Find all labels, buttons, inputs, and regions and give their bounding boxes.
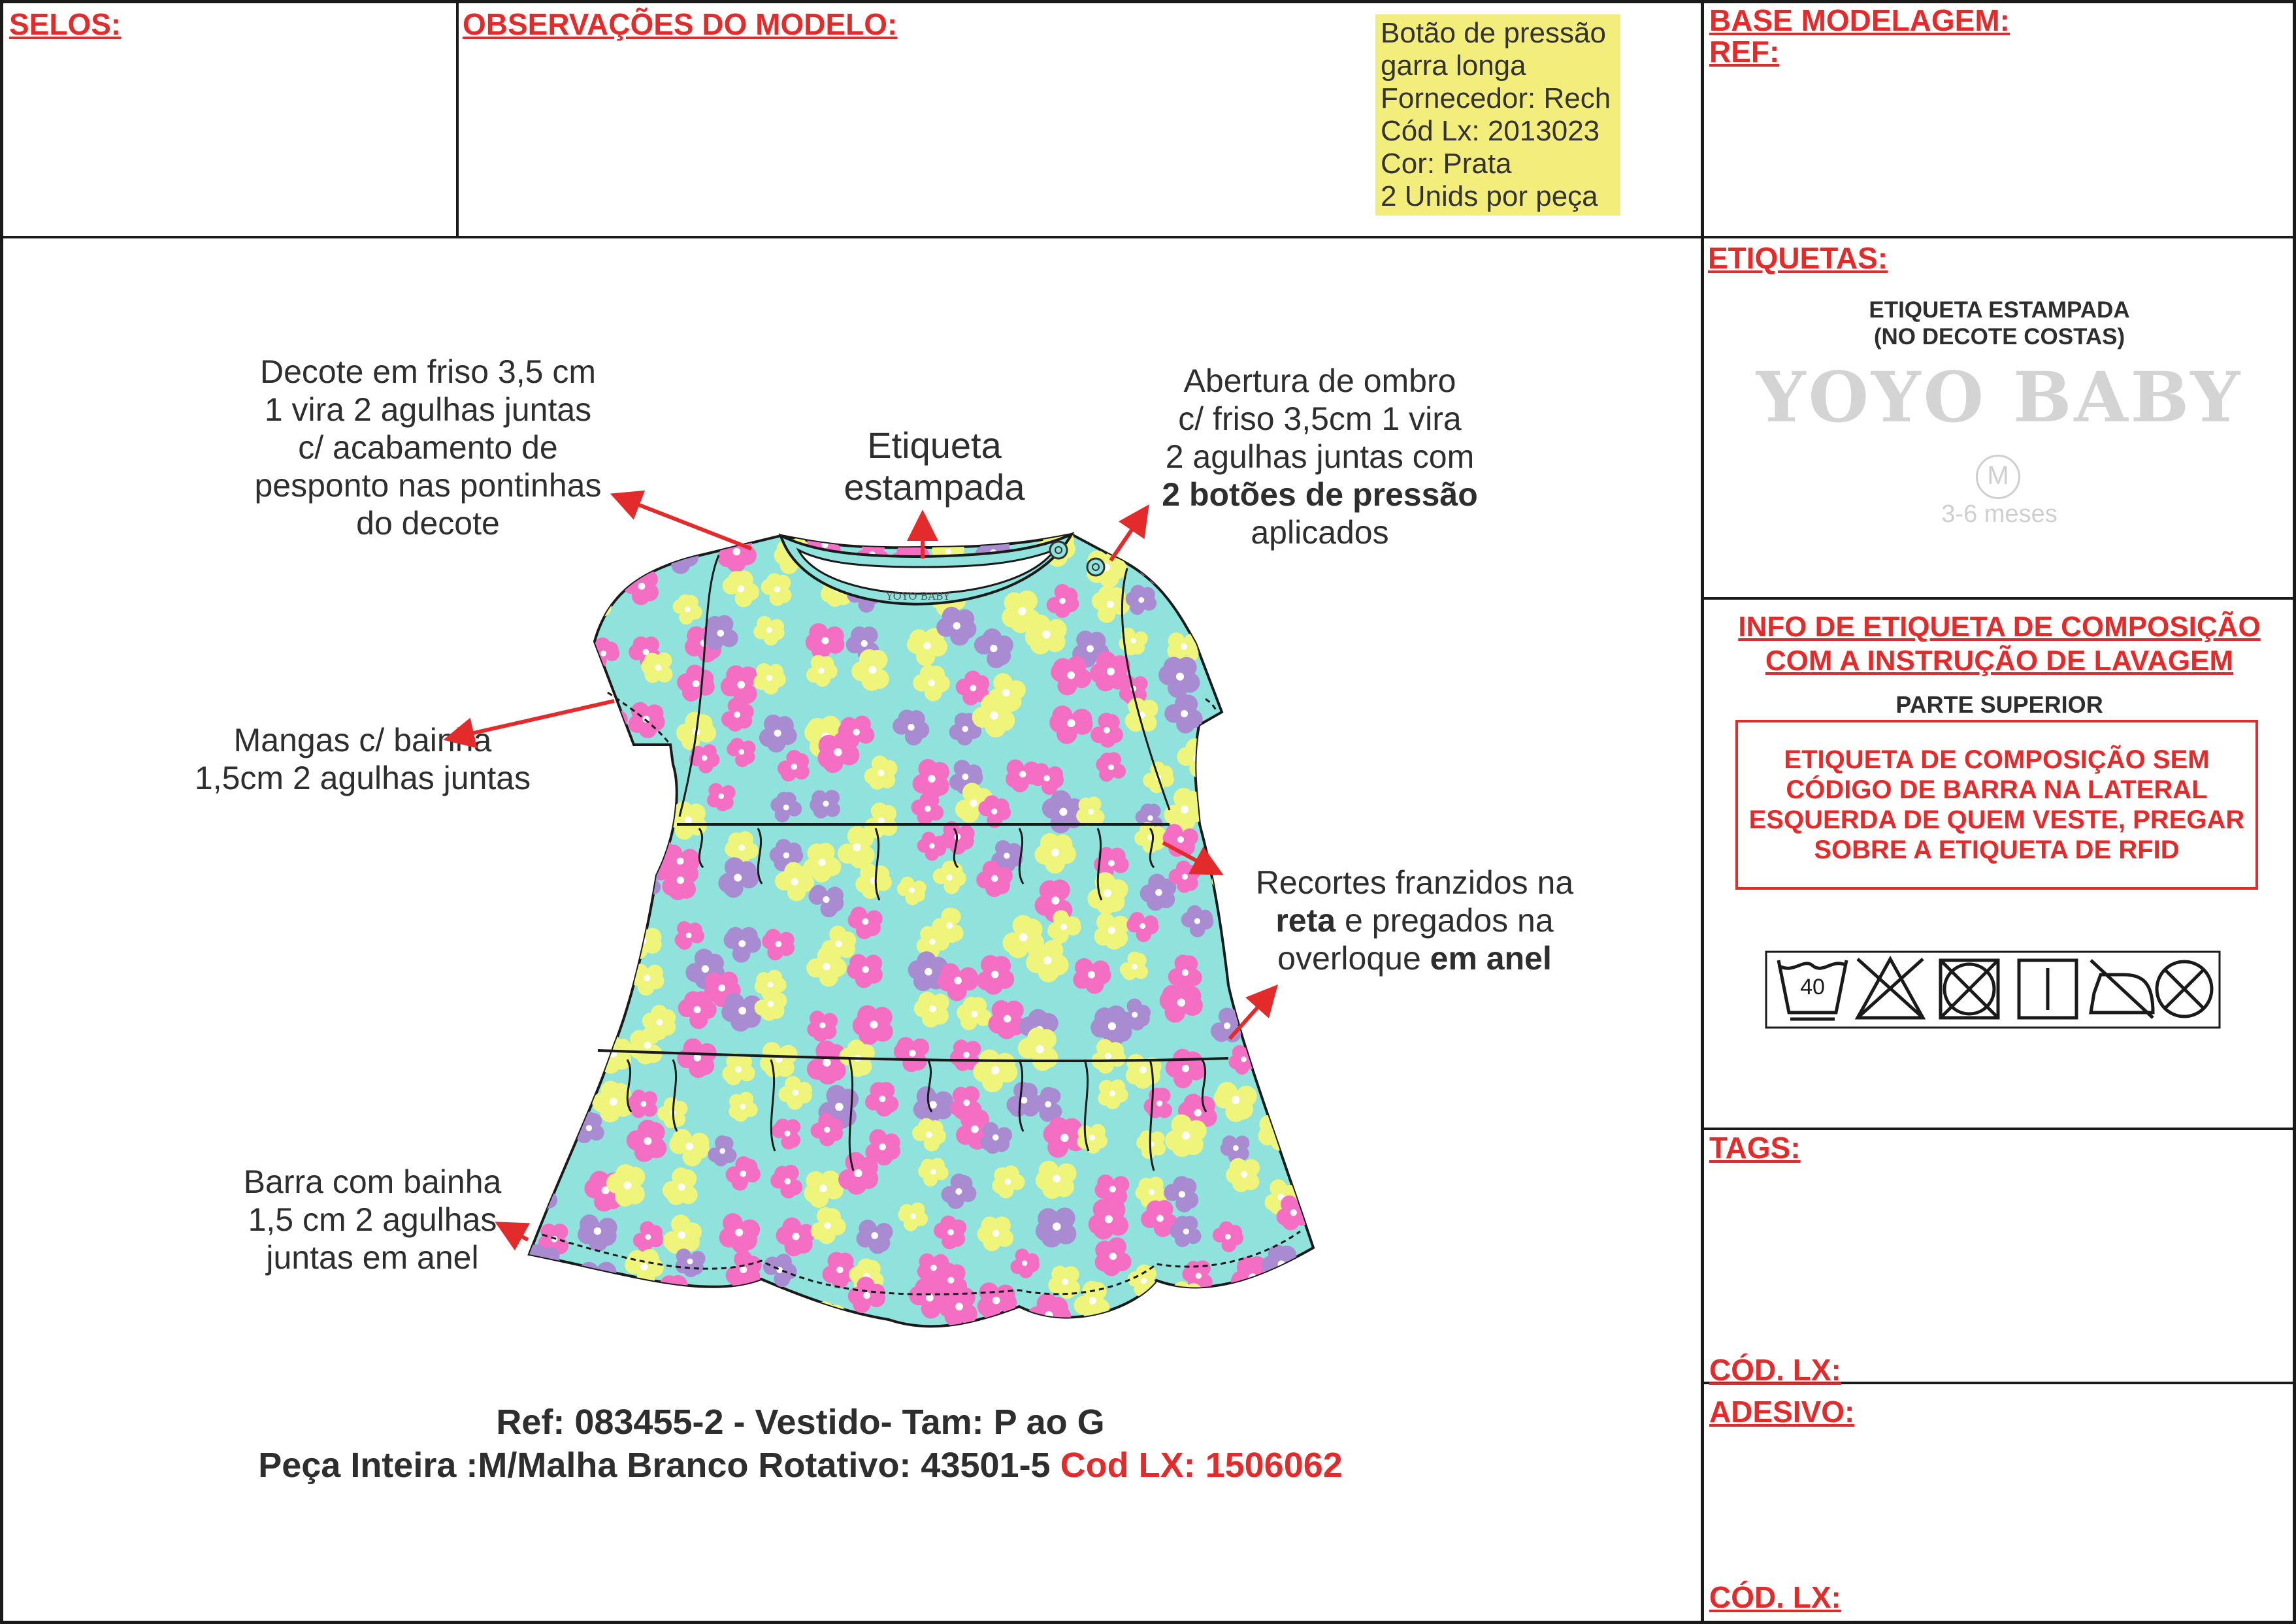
snap-button-icon bbox=[1050, 542, 1067, 559]
footer-cod-lx: Cod LX: 1506062 bbox=[1060, 1446, 1343, 1485]
flower-motif bbox=[1219, 779, 1249, 807]
wash-40-icon bbox=[1779, 960, 1846, 1019]
flower-motif bbox=[1210, 655, 1243, 689]
flower-motif bbox=[1262, 1307, 1293, 1339]
flower-motif bbox=[1323, 1028, 1360, 1064]
flower-motif bbox=[1228, 719, 1256, 749]
flower-motif bbox=[1213, 754, 1256, 794]
note-line: Barra com bainha bbox=[243, 1163, 502, 1200]
note-line: Recortes franzidos na bbox=[1255, 864, 1574, 901]
flower-motif bbox=[527, 1084, 557, 1114]
flower-motif bbox=[1225, 831, 1261, 866]
note-line: pesponto nas pontinhas bbox=[254, 467, 602, 504]
ref-title: REF: bbox=[1709, 35, 1780, 69]
flower-motif bbox=[1025, 615, 1067, 655]
note-text: overloque bbox=[1277, 940, 1430, 977]
flower-motif bbox=[1262, 824, 1296, 860]
flower-motif bbox=[1265, 1085, 1296, 1117]
adesivo-title: ADESIVO: bbox=[1709, 1395, 1855, 1429]
flower-motif bbox=[519, 785, 551, 822]
flower-motif bbox=[1260, 596, 1297, 631]
note-bold: reta bbox=[1275, 902, 1336, 939]
note-line: garra longa bbox=[1381, 50, 1526, 82]
flower-motif bbox=[1314, 1166, 1353, 1203]
flower-motif bbox=[593, 1033, 632, 1073]
composicao-title-2: COM A INSTRUÇÃO DE LAVAGEM bbox=[1765, 645, 2234, 677]
flower-motif bbox=[577, 905, 615, 943]
flower-motif bbox=[705, 1295, 742, 1333]
flower-motif bbox=[662, 863, 698, 900]
no-dry-clean-icon bbox=[2157, 962, 2212, 1016]
flower-motif bbox=[810, 790, 840, 819]
flower-motif bbox=[533, 701, 570, 741]
waist-seam bbox=[677, 824, 1170, 826]
flower-motif bbox=[1260, 918, 1300, 958]
flower-motif bbox=[1275, 869, 1308, 904]
arrow-decote bbox=[617, 496, 751, 549]
note-line: c/ acabamento de bbox=[298, 429, 558, 466]
flower-motif bbox=[1298, 986, 1336, 1024]
flower-motif bbox=[519, 1110, 554, 1147]
note-line: 1,5cm 2 agulhas juntas bbox=[194, 760, 531, 796]
flower-motif bbox=[1180, 579, 1211, 609]
note-line: 1,5 cm 2 agulhas bbox=[248, 1201, 497, 1238]
flower-motif bbox=[1076, 796, 1104, 826]
snap-button-icon bbox=[1087, 559, 1104, 576]
base-modelagem-title: BASE MODELAGEM: bbox=[1709, 3, 2010, 37]
etiqueta-subtitle-2: (NO DECOTE COSTAS) bbox=[1873, 324, 2125, 349]
arrow-barra bbox=[502, 1226, 528, 1240]
flower-motif bbox=[1168, 537, 1200, 566]
flower-motif bbox=[576, 531, 614, 570]
flower-motif bbox=[1261, 984, 1298, 1027]
flower-motif bbox=[631, 542, 661, 570]
flower-motif bbox=[1211, 542, 1240, 571]
flower-motif bbox=[977, 1282, 1017, 1320]
footer-ref: Ref: 083455-2 - Vestido- Tam: P ao G bbox=[496, 1403, 1105, 1442]
flower-motif bbox=[1310, 625, 1353, 666]
flower-motif bbox=[524, 823, 557, 855]
flower-motif bbox=[536, 542, 568, 575]
flower-motif bbox=[1306, 1252, 1345, 1291]
etiquetas-title: ETIQUETAS: bbox=[1708, 241, 1888, 275]
flower-motif bbox=[523, 954, 551, 981]
flower-motif bbox=[1322, 749, 1359, 788]
flower-motif bbox=[523, 1305, 553, 1335]
flower-motif bbox=[575, 578, 615, 619]
no-tumble-dry-icon bbox=[1941, 960, 1998, 1018]
note-line: estampada bbox=[844, 466, 1025, 508]
flower-motif bbox=[1311, 952, 1355, 995]
flower-motif bbox=[1238, 1282, 1267, 1312]
arrow-mangas bbox=[451, 701, 614, 738]
flower-motif bbox=[1264, 760, 1292, 791]
note-line: 2 Unids por peça bbox=[1381, 180, 1598, 212]
note-line: Etiqueta bbox=[867, 425, 1002, 466]
note-bold: 2 botões de pressão bbox=[1162, 476, 1478, 513]
note-line: Fornecedor: Rech bbox=[1381, 82, 1611, 114]
flower-motif bbox=[572, 788, 604, 818]
note-line: juntas em anel bbox=[266, 1239, 479, 1276]
etiqueta-subtitle: ETIQUETA ESTAMPADA bbox=[1869, 297, 2130, 323]
flower-motif bbox=[591, 1291, 622, 1322]
care-symbols bbox=[1766, 952, 2220, 1028]
observacoes-title: OBSERVAÇÕES DO MODELO: bbox=[463, 7, 898, 41]
flower-motif bbox=[1230, 577, 1271, 618]
flower-motif bbox=[1261, 954, 1289, 983]
flower-motif bbox=[641, 653, 672, 683]
note-line: Mangas c/ bainha bbox=[233, 722, 492, 758]
flower-motif bbox=[1305, 929, 1341, 963]
flower-motif bbox=[1323, 1075, 1360, 1113]
flower-motif bbox=[525, 758, 555, 787]
flower-motif bbox=[522, 626, 549, 655]
flower-motif bbox=[577, 886, 614, 924]
selos-title: SELOS: bbox=[9, 7, 122, 41]
note-line: Botão de pressão bbox=[1381, 17, 1606, 49]
note-line: Cód Lx: 2013023 bbox=[1381, 115, 1600, 147]
composicao-box-line: ETIQUETA DE COMPOSIÇÃO SEM bbox=[1784, 745, 2210, 774]
flower-motif bbox=[578, 1262, 619, 1301]
flower-motif bbox=[1257, 787, 1294, 824]
flower-motif bbox=[1258, 662, 1300, 700]
flower-motif bbox=[1307, 882, 1343, 915]
note-line: Abertura de ombro bbox=[1183, 363, 1456, 399]
flower-motif bbox=[1260, 626, 1290, 657]
arrow-abertura bbox=[1111, 511, 1145, 560]
parte-superior-label: PARTE SUPERIOR bbox=[1895, 691, 2103, 718]
composicao-box-line: CÓDIGO DE BARRA NA LATERAL bbox=[1786, 775, 2208, 804]
flower-motif bbox=[522, 917, 558, 954]
label-size: M bbox=[1987, 461, 2009, 490]
flower-motif bbox=[534, 1028, 573, 1067]
no-bleach-icon bbox=[1858, 959, 1923, 1018]
composicao-box-line: ESQUERDA DE QUEM VESTE, PREGAR bbox=[1748, 805, 2245, 834]
note-bold: em anel bbox=[1430, 940, 1552, 977]
flower-motif bbox=[722, 1053, 755, 1085]
note-line: do decote bbox=[356, 505, 500, 542]
flower-motif bbox=[1297, 662, 1333, 699]
flower-motif bbox=[1322, 702, 1358, 739]
flower-motif bbox=[591, 755, 630, 796]
footer-fabric-text: Peça Inteira :M/Malha Branco Rotativo: 43501-5 bbox=[258, 1446, 1060, 1485]
note-line: Decote em friso 3,5 cm bbox=[259, 353, 597, 390]
inner-label: YOYO BABY bbox=[886, 590, 950, 602]
flower-motif bbox=[1307, 1205, 1341, 1242]
flower-motif bbox=[1303, 1135, 1330, 1163]
flower-motif bbox=[1295, 774, 1338, 817]
flower-motif bbox=[583, 815, 625, 856]
flower-motif bbox=[1236, 630, 1265, 659]
label-brand-logo: YOYO BABY bbox=[1756, 356, 2243, 438]
flower-motif bbox=[628, 1090, 657, 1118]
note-line: 1 vira 2 agulhas juntas bbox=[264, 391, 592, 428]
note-line: Cor: Prata bbox=[1381, 148, 1512, 180]
flower-motif bbox=[1089, 1199, 1129, 1239]
flower-motif bbox=[627, 763, 657, 793]
tags-title: TAGS: bbox=[1709, 1131, 1801, 1165]
note-line: aplicados bbox=[1251, 514, 1389, 551]
flower-motif bbox=[1319, 1286, 1349, 1313]
flower-motif bbox=[625, 797, 667, 836]
flower-motif bbox=[523, 1244, 561, 1281]
note-line: c/ friso 3,5cm 1 vira bbox=[1178, 400, 1462, 437]
flower-motif bbox=[521, 591, 558, 628]
flower-motif bbox=[1305, 526, 1341, 561]
label-age: 3-6 meses bbox=[1941, 500, 2058, 528]
flower-motif bbox=[590, 964, 619, 996]
flower-motif bbox=[631, 1286, 666, 1321]
flower-motif bbox=[520, 657, 559, 696]
flower-motif bbox=[632, 868, 661, 898]
flower-motif bbox=[1275, 544, 1309, 577]
flower-motif bbox=[1273, 1028, 1315, 1071]
dress-drawing bbox=[519, 525, 1360, 1342]
flower-motif bbox=[1313, 839, 1351, 877]
flower-motif bbox=[1238, 956, 1264, 986]
wash-temp: 40 bbox=[1800, 975, 1825, 999]
flower-motif bbox=[523, 983, 562, 1024]
note-line: 2 agulhas juntas com bbox=[1165, 438, 1475, 475]
flower-motif bbox=[1230, 901, 1273, 944]
flower-motif bbox=[808, 1301, 845, 1342]
flower-motif bbox=[568, 994, 610, 1033]
flower-motif bbox=[1304, 573, 1342, 610]
line-dry-icon bbox=[2019, 960, 2076, 1018]
adesivo-cod-lx: CÓD. LX: bbox=[1709, 1580, 1841, 1614]
no-iron-icon bbox=[2091, 960, 2153, 1018]
flower-motif bbox=[755, 1295, 786, 1326]
flower-motif bbox=[760, 1042, 798, 1077]
composicao-box-line: SOBRE A ETIQUETA DE RFID bbox=[1814, 836, 2180, 864]
flower-motif bbox=[1094, 913, 1130, 949]
flower-motif bbox=[1271, 702, 1312, 745]
composicao-title: INFO DE ETIQUETA DE COMPOSIÇÃO bbox=[1738, 611, 2261, 643]
tags-cod-lx: CÓD. LX: bbox=[1709, 1353, 1841, 1387]
note-text: e pregados na bbox=[1336, 902, 1554, 939]
flower-motif bbox=[1121, 1307, 1151, 1337]
flower-motif bbox=[537, 868, 570, 900]
